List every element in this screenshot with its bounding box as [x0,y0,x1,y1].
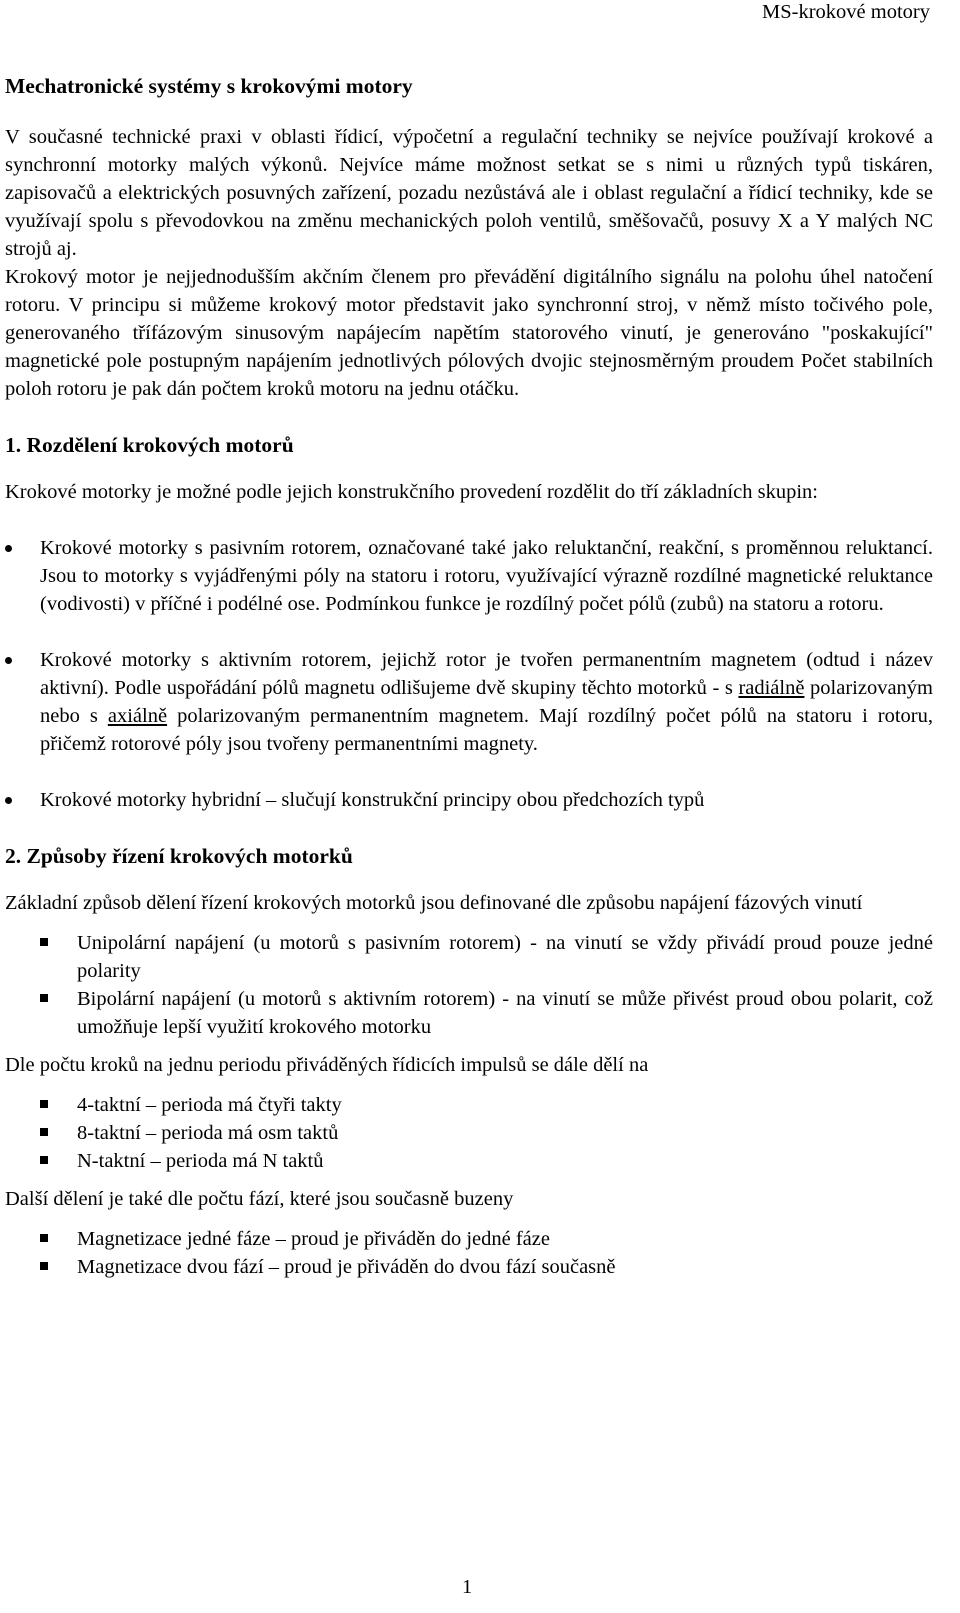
intro-paragraph-2: Krokový motor je nejjednodušším akčním členem pro převádění digitálního signálu na polohu úhel natočení rotoru. V principu si můžeme krokový motor představit jako synchronní stroj, v němž místo točivého pole, generovaného třífázovým sinusovým napájecím napětím statorového vinutí, je generováno "poskakující" magnetické pole postupným napájením jednotlivých pólových dvojic stejnosměrným proudem Počet stabilních poloh rotoru je pak dán počtem kroků motoru na jednu otáčku. [5,266,933,400]
section-2-heading: 2. Způsoby řízení krokových motorků [5,844,353,868]
running-header: MS-krokové motory [762,1,930,23]
power-supply-list [5,929,933,1041]
list-item: Magnetizace dvou fází – proud je přiváděn do dvou fází současně [5,1253,933,1281]
section-2-lead-3: Další dělení je také dle počtu fází, které jsou současně buzeny [5,1188,514,1210]
list-item: Krokové motorky hybridní – slučují konstrukční principy obou předchozích typů [5,786,933,814]
axialne-link[interactable]: axiálně [107,705,168,727]
intro-paragraph-1: V současné technické praxi v oblasti řídicí, výpočetní a regulační techniky se nejvíce používají krokové a synchronní motorky malých výkonů. Nejvíce máme možnost setkat se s nimi u různých typů tiskáren, zapisovačů a elektrických posuvných zařízení, pozadu nezůstává ale i oblast regulační a řídicí techniky, kde se využívají spolu s převodovkou na změnu mechanických poloh ventilů, směšovačů, posuvy X a Y malých NC strojů aj. [5,126,933,260]
section-2-lead-1: Základní způsob dělení řízení krokových motorků jsou definované dle způsobu napájení fázových vinutí [5,892,863,914]
motor-types-list [5,534,933,814]
section-1-lead: Krokové motorky je možné podle jejich konstrukčního provedení rozdělit do tří základních skupin: [5,481,818,503]
list-item: Magnetizace jedné fáze – proud je přiváděn do jedné fáze [5,1225,933,1253]
list-item: Krokové motorky s pasivním rotorem, označované také jako reluktanční, reakční, s proměnnou reluktancí. Jsou to motorky s vyjádřenými póly na statoru i rotoru, využívající výrazně rozdílné magnetické reluktance (vodivosti) v příčné i podélné ose. Podmínkou funkce je rozdílný počet pólů (zubů) na statoru a rotoru. [5,534,933,618]
list-item: 4-taktní – perioda má čtyři takty [5,1091,933,1119]
page-number: 1 [462,1576,473,1598]
radialne-link[interactable]: radiálně [738,677,805,699]
list-item: Bipolární napájení (u motorů s aktivním rotorem) - na vinutí se může přivést proud obou polarit, což umožňuje lepší využití krokového motorku [5,985,933,1041]
step-count-list [5,1091,933,1175]
list-item: N-taktní – perioda má N taktů [5,1147,933,1175]
section-1-heading: 1. Rozdělení krokových motorů [5,433,294,457]
list-item: Unipolární napájení (u motorů s pasivním rotorem) - na vinutí se vždy přivádí proud pouze jedné polarity [5,929,933,985]
document-title: Mechatronické systémy s krokovými motory [5,74,413,98]
phase-excitation-list [5,1225,933,1281]
document-body [5,72,933,1291]
list-item: 8-taktní – perioda má osm taktů [5,1119,933,1147]
list-item: Krokové motorky s aktivním rotorem, jejichž rotor je tvořen permanentním magnetem (odtud i název aktivní). Podle uspořádání pólů magnetu odlišujeme dvě skupiny těchto motorků - s radiálně polarizovaným nebo s axiálně polarizovaným permanentním magnetem. Mají rozdílný počet pólů na statoru i rotoru, přičemž rotorové póly jsou tvořeny permanentními magnety. [5,646,933,758]
section-2-lead-2: Dle počtu kroků na jednu periodu přiváděných řídicích impulsů se dále dělí na [5,1054,649,1076]
